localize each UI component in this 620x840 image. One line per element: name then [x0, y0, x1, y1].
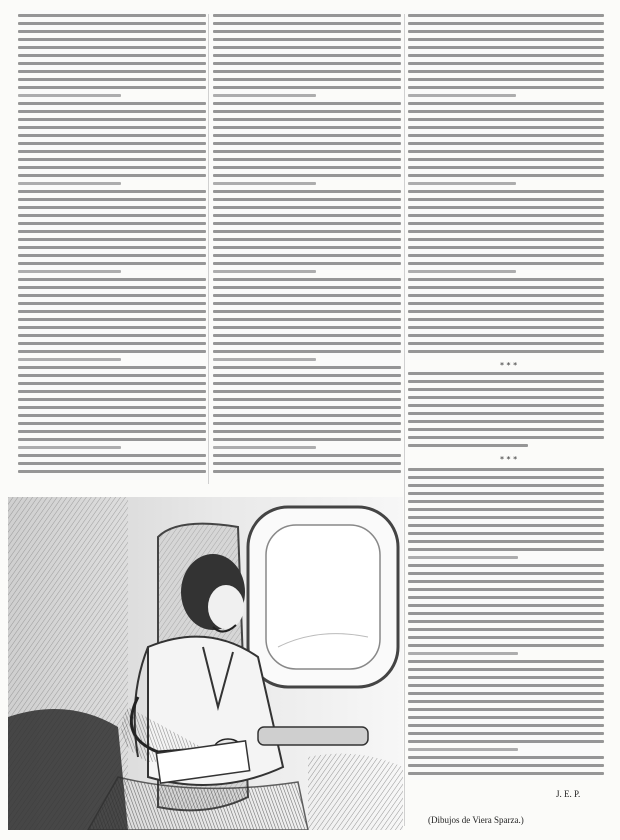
text-line [408, 756, 604, 759]
text-line [408, 372, 604, 375]
text-line [18, 118, 206, 121]
text-line [213, 198, 401, 201]
text-line [408, 420, 604, 423]
text-line [18, 350, 206, 353]
text-line [408, 38, 604, 41]
text-line [408, 476, 604, 479]
text-line [18, 398, 206, 401]
text-line [213, 246, 401, 249]
text-line [213, 382, 401, 385]
passenger-illustration [8, 497, 403, 830]
text-line [408, 764, 604, 767]
text-line [408, 468, 604, 471]
text-line [213, 422, 401, 425]
text-column-right-bottom [408, 468, 604, 780]
text-line [408, 612, 604, 615]
text-line [408, 198, 604, 201]
text-line [408, 174, 604, 177]
text-line [213, 134, 401, 137]
text-line [18, 46, 206, 49]
text-line [213, 326, 401, 329]
text-line [408, 532, 604, 535]
text-line [213, 102, 401, 105]
text-line [408, 302, 604, 305]
text-line [213, 366, 401, 369]
text-line [18, 302, 206, 305]
text-line [408, 412, 604, 415]
text-line [18, 262, 206, 265]
text-line [408, 142, 604, 145]
text-line [408, 692, 604, 695]
text-line [18, 182, 121, 185]
text-line [213, 238, 401, 241]
text-line [18, 286, 206, 289]
text-line [18, 54, 206, 57]
text-line [408, 748, 518, 751]
text-line [18, 270, 121, 273]
text-line [213, 166, 401, 169]
text-line [408, 46, 604, 49]
text-line [408, 190, 604, 193]
text-line [408, 588, 604, 591]
text-line [408, 134, 604, 137]
text-line [18, 158, 206, 161]
text-line [213, 342, 401, 345]
text-line [408, 214, 604, 217]
text-line [408, 222, 604, 225]
text-line [18, 214, 206, 217]
text-line [18, 446, 121, 449]
text-line [213, 438, 401, 441]
section-separator: * * * [500, 361, 518, 370]
text-line [408, 572, 604, 575]
text-line [408, 326, 604, 329]
text-line [408, 310, 604, 313]
text-column-left [18, 14, 206, 478]
text-line [408, 636, 604, 639]
text-line [408, 270, 516, 273]
text-line [213, 206, 401, 209]
text-line [213, 414, 401, 417]
text-line [18, 318, 206, 321]
text-column-right-lower [408, 372, 604, 452]
text-line [408, 126, 604, 129]
text-line [408, 676, 604, 679]
text-line [213, 334, 401, 337]
text-line [408, 628, 604, 631]
text-line [408, 580, 604, 583]
text-line [408, 500, 604, 503]
text-line [18, 438, 206, 441]
text-line [18, 462, 206, 465]
text-line [408, 14, 604, 17]
text-line [408, 556, 518, 559]
text-column-right [408, 14, 604, 358]
text-line [408, 652, 518, 655]
text-line [213, 310, 401, 313]
text-line [213, 150, 401, 153]
text-column-middle [213, 14, 401, 478]
text-line [213, 110, 401, 113]
text-line [408, 684, 604, 687]
text-line [408, 388, 604, 391]
text-line [18, 358, 121, 361]
text-line [18, 430, 206, 433]
text-line [408, 708, 604, 711]
text-line [18, 414, 206, 417]
text-line [213, 390, 401, 393]
text-line [408, 604, 604, 607]
text-line [18, 254, 206, 257]
text-line [408, 150, 604, 153]
text-line [18, 14, 206, 17]
text-line [408, 54, 604, 57]
text-line [18, 374, 206, 377]
text-line [213, 318, 401, 321]
text-line [18, 134, 206, 137]
column-divider [404, 14, 405, 826]
text-line [18, 102, 206, 105]
text-line [213, 142, 401, 145]
text-line [213, 430, 401, 433]
airplane-passenger-drawing [8, 497, 403, 830]
text-line [18, 166, 206, 169]
text-line [213, 262, 401, 265]
text-line [408, 716, 604, 719]
text-line [408, 342, 604, 345]
text-line [18, 22, 206, 25]
text-line [408, 318, 604, 321]
text-line [18, 142, 206, 145]
text-line [18, 422, 206, 425]
text-line [18, 174, 206, 177]
text-line [18, 294, 206, 297]
author-signature: J. E. P. [556, 789, 581, 799]
text-line [408, 380, 604, 383]
text-line [18, 470, 206, 473]
text-line [213, 86, 401, 89]
text-line [18, 390, 206, 393]
text-line [408, 262, 604, 265]
text-line [18, 366, 206, 369]
text-line [408, 294, 604, 297]
text-line [18, 206, 206, 209]
text-line [408, 22, 604, 25]
text-line [213, 286, 401, 289]
text-line [408, 158, 604, 161]
text-line [213, 30, 401, 33]
text-line [18, 230, 206, 233]
text-line [213, 222, 401, 225]
text-line [213, 270, 316, 273]
text-line [18, 38, 206, 41]
text-line [213, 46, 401, 49]
text-line [408, 206, 604, 209]
text-line [213, 302, 401, 305]
text-line [408, 516, 604, 519]
text-line [408, 484, 604, 487]
text-line [18, 190, 206, 193]
text-line [408, 30, 604, 33]
text-line [408, 596, 604, 599]
text-line [213, 406, 401, 409]
text-line [408, 524, 604, 527]
text-line [213, 22, 401, 25]
text-line [408, 508, 604, 511]
text-line [408, 286, 604, 289]
text-line [408, 428, 604, 431]
text-line [213, 54, 401, 57]
text-line [18, 150, 206, 153]
text-line [408, 254, 604, 257]
text-line [408, 564, 604, 567]
text-line [18, 246, 206, 249]
text-line [18, 110, 206, 113]
text-line [408, 278, 604, 281]
text-line [213, 94, 316, 97]
text-line [18, 454, 206, 457]
text-line [213, 462, 401, 465]
text-line [213, 78, 401, 81]
text-line [18, 382, 206, 385]
text-line [408, 182, 516, 185]
text-line [213, 278, 401, 281]
column-divider [208, 14, 209, 484]
text-line [408, 540, 604, 543]
text-line [408, 436, 604, 439]
text-line [408, 404, 604, 407]
text-line [408, 70, 604, 73]
text-line [18, 70, 206, 73]
text-line [408, 740, 604, 743]
text-line [213, 470, 401, 473]
text-line [213, 182, 316, 185]
text-line [408, 118, 604, 121]
text-line [213, 230, 401, 233]
text-line [213, 294, 401, 297]
text-line [18, 406, 206, 409]
text-line [408, 62, 604, 65]
text-line [213, 62, 401, 65]
text-line [408, 350, 604, 353]
text-line [18, 342, 206, 345]
text-line [213, 38, 401, 41]
text-line [18, 94, 121, 97]
text-line [213, 446, 316, 449]
text-line [213, 14, 401, 17]
section-separator: * * * [500, 455, 518, 464]
text-line [213, 214, 401, 217]
text-line [408, 246, 604, 249]
text-line [213, 254, 401, 257]
text-line [408, 492, 604, 495]
text-line [408, 644, 604, 647]
text-line [18, 86, 206, 89]
text-line [18, 198, 206, 201]
text-line [18, 310, 206, 313]
text-line [213, 118, 401, 121]
text-line [213, 174, 401, 177]
text-line [408, 86, 604, 89]
text-line [213, 454, 401, 457]
text-line [408, 94, 516, 97]
text-line [213, 398, 401, 401]
text-line [18, 334, 206, 337]
text-line [213, 126, 401, 129]
text-line [213, 190, 401, 193]
text-line [408, 772, 604, 775]
illustration-credit: (Dibujos de Viera Sparza.) [428, 815, 524, 825]
armrest [258, 727, 368, 745]
text-line [408, 238, 604, 241]
text-line [408, 102, 604, 105]
text-line [408, 110, 604, 113]
text-line [18, 78, 206, 81]
text-line [18, 222, 206, 225]
text-line [213, 350, 401, 353]
text-line [408, 732, 604, 735]
text-line [408, 166, 604, 169]
text-line [408, 620, 604, 623]
text-line [18, 126, 206, 129]
text-line [408, 396, 604, 399]
text-line [213, 374, 401, 377]
text-line [18, 62, 206, 65]
text-line [18, 238, 206, 241]
text-line [408, 230, 604, 233]
text-line [18, 278, 206, 281]
text-line [408, 724, 604, 727]
text-line [18, 30, 206, 33]
text-line [18, 326, 206, 329]
text-line [408, 444, 528, 447]
text-line [408, 78, 604, 81]
text-line [213, 358, 316, 361]
text-line [408, 548, 604, 551]
text-line [408, 334, 604, 337]
text-line [408, 660, 604, 663]
text-line [213, 158, 401, 161]
text-line [408, 700, 604, 703]
text-line [213, 70, 401, 73]
text-line [408, 668, 604, 671]
